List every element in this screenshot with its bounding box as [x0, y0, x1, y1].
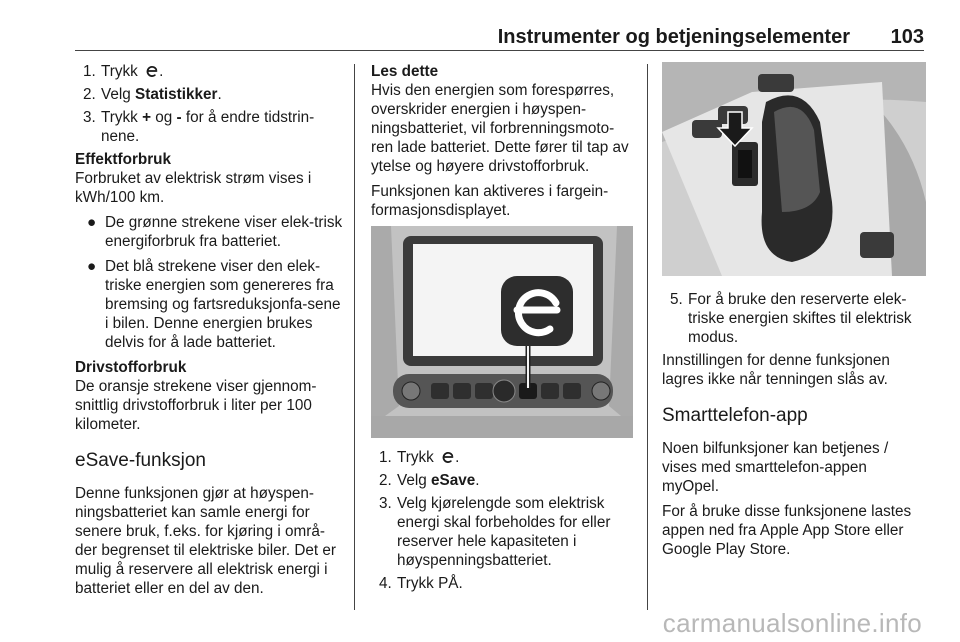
smartphone-text-2: For å bruke disse funksjonene lastes appen ned fra Apple App Store eller Google Play Store. [662, 503, 912, 558]
esave-section-title: eSave-funksjon [75, 450, 206, 471]
esave-icon [145, 64, 159, 78]
list-item: 1. Trykk . [83, 63, 164, 80]
gear-selector-photo [662, 62, 926, 276]
consumption-bullets [75, 213, 343, 352]
saved-text: Innstillingen for denne funksjonen lagres ikke når tenningen slås av. [662, 352, 890, 388]
list-item: 4. Trykk PÅ. [379, 575, 463, 592]
esave-icon [441, 450, 455, 464]
column-1 [75, 62, 343, 598]
stats-steps [75, 62, 343, 146]
header-rule [75, 50, 924, 51]
esave-steps [371, 448, 633, 593]
page-header [75, 22, 924, 52]
column-2 [371, 62, 633, 597]
list-item: 5. For å bruke den reserverte elek-triske energien skiftes til elektrisk modus. [670, 291, 912, 346]
list-item: ● Det blå strekene viser den elek-triske energien som genereres fra bremsing og fartsreduksjonfa-sene i bilen. Denne energien brukes delvis for å lade batteriet. [87, 258, 341, 351]
list-item: 3. Velg kjørelengde som elektrisk energi skal forbeholdes for eller reserver hele kapasiteten i høyspenningsbatteriet. [379, 495, 611, 569]
watermark: carmanualsonline.info [662, 608, 922, 638]
smartphone-text-1: Noen bilfunksjoner kan betjenes / vises med smarttelefon-appen myOpel. [662, 440, 889, 495]
fuel-text: De oransje strekene viser gjennom-snittlig drivstofforbruk i liter per 100 kilometer. [75, 378, 317, 433]
fuel-heading: Drivstofforbruk [75, 359, 187, 376]
list-item: 1. Trykk . [379, 449, 460, 466]
note-text: Hvis den energien som forespørres, overskrider energien i høyspen-ningsbatteriet, vil forbrenningsmoto-ren lade batteriet. Dette fører til tap av ytelse og høyere drivstofforbruk. [371, 82, 629, 175]
list-item: 2. Velg Statistikker. [83, 86, 222, 103]
activate-text: Funksjonen kan aktiveres i fargein-formasjonsdisplayet. [371, 183, 609, 219]
esave-text: Denne funksjonen gjør at høyspen-ningsbatteriet kan samle energi for senere bruk, f.eks. for kjøring i områ-der begrenset til elektriske biler. Det er mulig å reservere all elektrisk energi i batteriet eller en del av den. [75, 485, 337, 597]
page-title: Instrumenter og betjeningselementer [497, 26, 850, 48]
column-divider-2 [647, 64, 648, 610]
consumption-text: Forbruket av elektrisk strøm vises i kWh/100 km. [75, 170, 312, 206]
column-divider-1 [354, 64, 355, 610]
smartphone-section-title: Smarttelefon-app [662, 405, 808, 426]
list-item: 2. Velg eSave. [379, 472, 480, 489]
column-3 [662, 62, 926, 559]
infotainment-display-photo [371, 226, 633, 438]
list-item: 3. Trykk + og - for å endre tidstrin-nene. [83, 109, 315, 145]
list-item: ● De grønne strekene viser elek-trisk energiforbruk fra batteriet. [87, 214, 343, 250]
consumption-heading: Effektforbruk [75, 151, 172, 168]
note-heading: Les dette [371, 63, 439, 80]
page-number: 103 [890, 26, 924, 48]
step-5-list [662, 290, 926, 347]
